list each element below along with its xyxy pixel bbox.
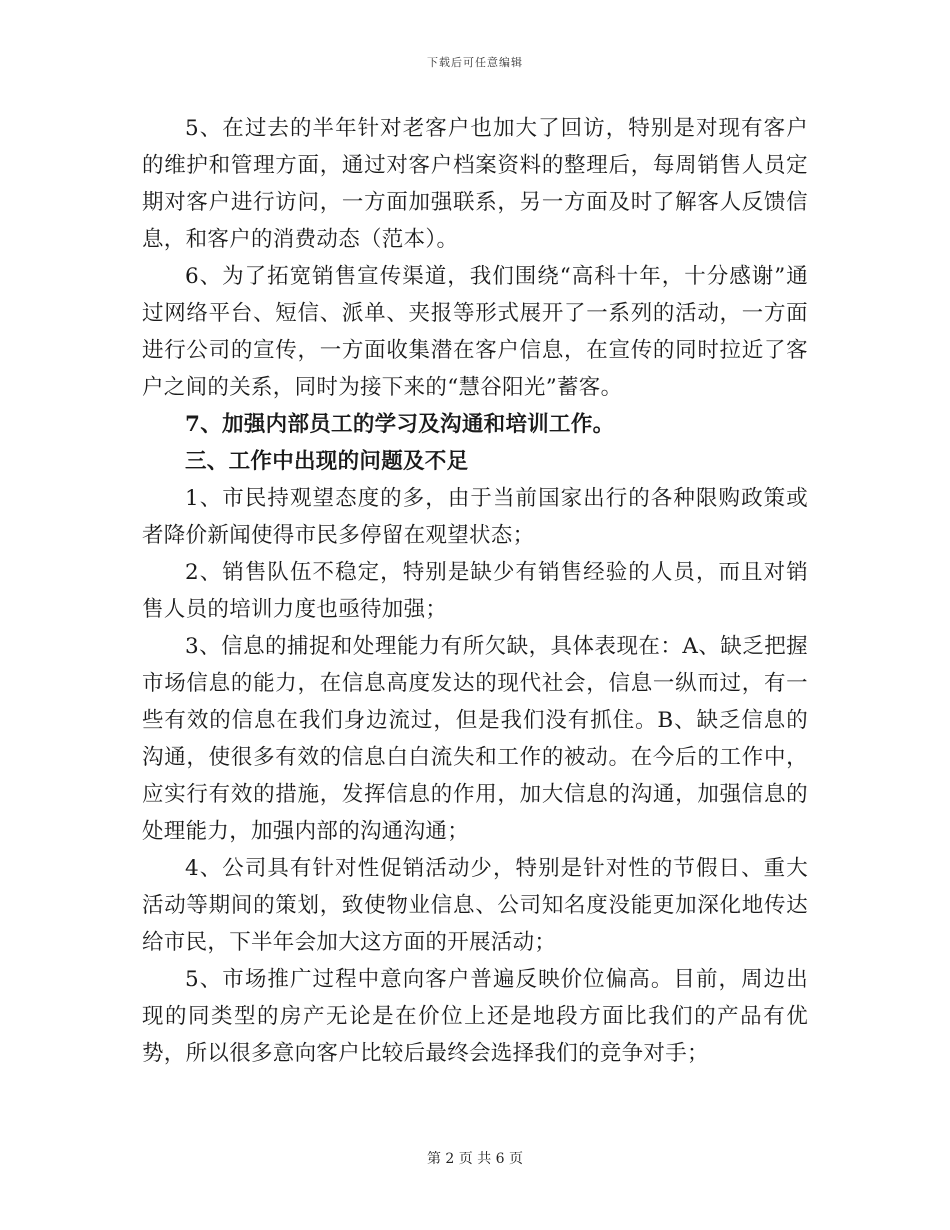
paragraph-item-6-sales-channels: 6、为了拓宽销售宣传渠道，我们围绕“高科十年，十分感谢”通过网络平台、短信、派单、夹报等形式展开了一系列的活动，一方面进行公司的宣传，一方面收集潜在客户信息，在宣传的同时拉近了客户之间的关系，同时为接下来的“慧谷阳光”蓄客。 xyxy=(142,264,808,400)
page-header: 下载后可任意编辑 xyxy=(427,56,523,69)
paragraph-item-7-staff-training: 7、加强内部员工的学习及沟通和培训工作。 xyxy=(185,412,615,437)
problem-item-4: 4、公司具有针对性促销活动少，特别是针对性的节假日、重大活动等期间的策划，致使物业信息、公司知名度没能更加深化地传达给市民，下半年会加大这方面的开展活动； xyxy=(142,856,808,955)
section-heading-problems: 三、工作中出现的问题及不足 xyxy=(185,449,469,474)
problem-item-1: 1、市民持观望态度的多，由于当前国家出行的各种限购政策或者降价新闻使得市民多停留在观望状态； xyxy=(142,486,808,548)
page-number-footer: 第 2 页 共 6 页 xyxy=(426,1151,524,1167)
paragraph-item-5-customer-visits: 5、在过去的半年针对老客户也加大了回访，特别是对现有客户的维护和管理方面，通过对客户档案资料的整理后，每周销售人员定期对客户进行访问，一方面加强联系，另一方面及时了解客人反馈信息，和客户的消费动态（范本）。 xyxy=(142,116,808,252)
document-body xyxy=(142,110,808,1072)
problem-item-3: 3、信息的捕捉和处理能力有所欠缺，具体表现在：A、缺乏把握市场信息的能力，在信息高度发达的现代社会，信息一纵而过，有一些有效的信息在我们身边流过，但是我们没有抓住。B、缺乏信息的沟通，使很多有效的信息白白流失和工作的被动。在今后的工作中，应实行有效的措施，发挥信息的作用，加大信息的沟通，加强信息的处理能力，加强内部的沟通沟通； xyxy=(142,634,808,844)
problem-item-2: 2、销售队伍不稳定，特别是缺少有销售经验的人员，而且对销售人员的培训力度也亟待加强； xyxy=(142,560,808,622)
problem-item-5: 5、市场推广过程中意向客户普遍反映价位偏高。目前，周边出现的同类型的房产无论是在价位上还是地段方面比我们的产品有优势，所以很多意向客户比较后最终会选择我们的竞争对手； xyxy=(142,967,808,1066)
